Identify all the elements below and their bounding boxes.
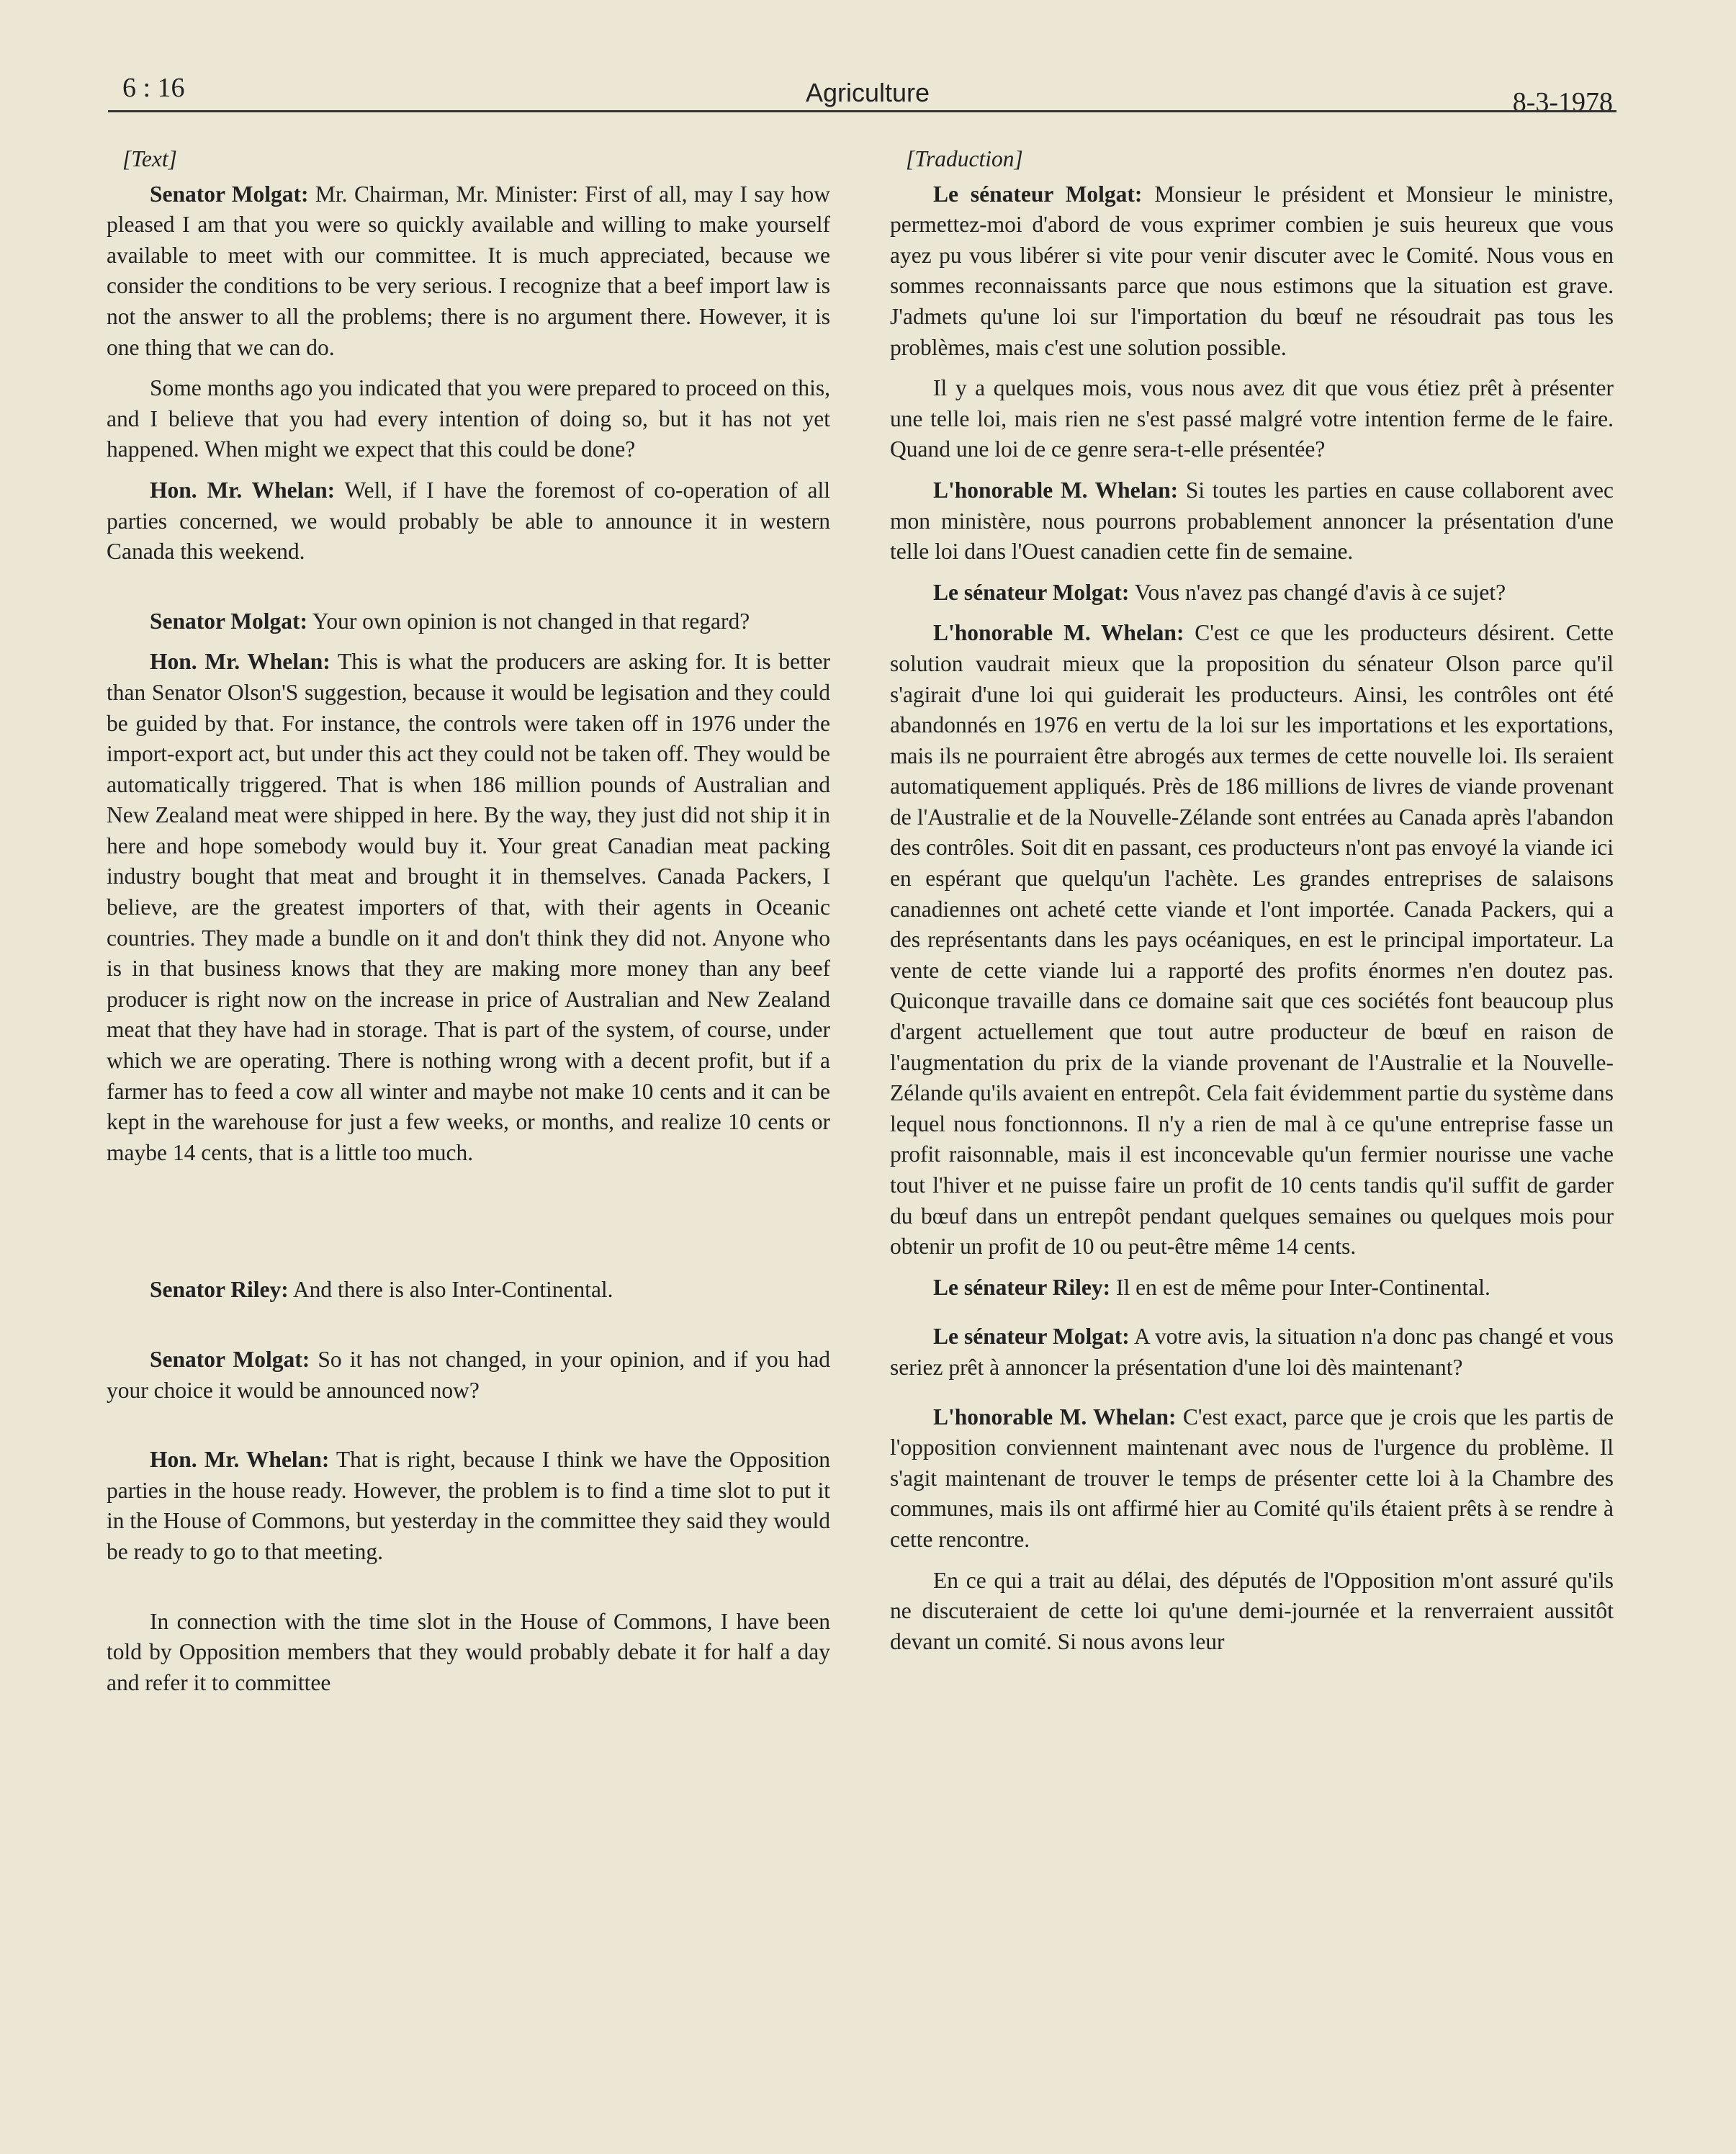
paragraph [107,1345,830,1406]
paragraph [890,578,1614,609]
paragraph [890,179,1614,364]
english-column [107,144,830,1708]
page-number: 6 : 16 [122,73,185,103]
paragraph [890,618,1614,1262]
header-rule [108,110,1616,112]
paragraph-text: Vous n'avez pas changé d'avis à ce sujet? [1129,579,1506,605]
speaker-name: L'honorable M. Whelan: [933,477,1179,503]
paragraph-text: So it has not changed, in your opinion, and if you had your choice it would be announced now? [107,1347,831,1403]
paragraph-text: En ce qui a trait au délai, des députés de l'Opposition m'ont assuré qu'ils ne discuteraient de cette loi qu'une demi-journée et la renverraient aussitôt devant un comité. Si nous avons leur [890,1567,1614,1654]
paragraph [890,1402,1614,1556]
paragraph [890,1321,1614,1383]
page-date: 8-3-1978 [1512,87,1613,117]
speaker-name: Le sénateur Riley: [933,1274,1111,1300]
paragraph-text: This is what the producers are asking for. It is better than Senator Olson'S suggestion, because it would be legisation and they could be guided by that. For instance, the controls were taken off in 1976 under the import-export act, but under this act they could not be taken off. They would be automatically triggered. That is when 186 million pounds of Australian and New Zealand meat were shipped in here. By the way, they just did not ship it in here and hope somebody would buy it. Your great Canadian meat packing industry bought that meat and brought it in themselves. Canada Packers, I believe, are the greatest importers of that, with their agents in Oceanic countries. They made a bundle on it and don't think they did not. Anyone who is in that business knows that they are making more money than any beef producer is right now on the increase in price of Australian and New Zealand meat that they have had in storage. That is part of the system, of course, under which we are operating. There is nothing wrong with a decent profit, but if a farmer has to feed a cow all winter and maybe not make 10 cents and it can be kept in the warehouse for just a few weeks, or months, and realize 10 cents or maybe 14 cents, that is a little too much. [107,649,830,1165]
page-title: Agriculture [805,78,930,107]
speaker-name: Le sénateur Molgat: [933,181,1143,207]
paragraph [107,475,830,567]
paragraph [107,647,830,1168]
paragraph-text: Your own opinion is not changed in that regard? [307,608,750,634]
paragraph [890,373,1614,465]
paragraph-text: C'est exact, parce que je crois que les partis de l'opposition conviennent maintenant avec nous de l'urgence du problème. Il s'agit maintenant de trouver le temps de présenter cette loi à la Chambre des communes, mais ils ont affirmé hier au Comité qu'ils étaient prêts à se rendre à cette rencontre. [890,1404,1614,1552]
paragraph-text: And there is also Inter-Continental. [288,1277,613,1303]
paragraph [107,1445,830,1567]
paragraph-text: Some months ago you indicated that you were prepared to proceed on this, and I believe that you had every intention of doing so, but it has not yet happened. When might we expect that this could be done? [107,375,830,462]
paragraph-text: Il en est de même pour Inter-Continental. [1110,1274,1490,1300]
speaker-name: Hon. Mr. Whelan: [150,1447,330,1473]
speaker-name: L'honorable M. Whelan: [933,1404,1177,1430]
paragraph-text: C'est ce que les producteurs désirent. Cette solution vaudrait mieux que la proposition du sénateur Olson parce qu'il s'agirait d'une loi qui guiderait les producteurs. Ainsi, les contrôles ont été abandonnés en 1976 en vertu de la loi sur les importations et les exportations, mais ils ne pourraient être abrogés aux termes de cette nouvelle loi. Ils seraient automatiquement appliqués. Près de 186 millions de livres de viande provenant de l'Australie et de la Nouvelle-Zélande sont entrées au Canada après l'abandon des contrôles. Soit dit en passant, ces producteurs n'ont pas envoyé la viande ici en espérant que quelqu'un l'achète. Les grandes entreprises de salaisons canadiennes ont acheté cette viande et l'ont importée. Canada Packers, qui a des représentants dans les pays océaniques, en est le principal importateur. La vente de cette viande lui a rapporté des profits énormes n'en doutez pas. Quiconque travaille dans ce domaine sait que ces sociétés font beaucoup plus d'argent actuellement que tout autre producteur de bœuf en raison de l'augmentation du prix de la viande provenant de l'Australie et la Nouvelle-Zélande qu'ils avaient en entrepôt. Cela fait évidemment partie du système dans lequel nous fonctionnons. Il n'y a rien de mal à ce qu'une entreprise fasse un profit raisonnable, mais il est inconcevable qu'un fermier nourisse une vache tout l'hiver et ne puisse faire un profit de 10 cents tandis qu'il suffit de garder du bœuf dans un entrepôt pendant quelques semaines ou quelques mois pour obtenir un profit de 10 ou peut-être même 14 cents. [890,620,1614,1260]
paragraph-text: Well, if I have the foremost of co-operation of all parties concerned, we would probably be able to announce it in western Canada this weekend. [107,477,830,565]
paragraph-text: Mr. Chairman, Mr. Minister: First of all, may I say how pleased I am that you were so quickly available and willing to make yourself available to meet with our committee. It is much appreciated, because we consider the conditions to be very serious. I recognize that a beef import law is not the answer to all the problems; there is no argument there. However, it is one thing that we can do. [107,181,831,360]
paragraph-text: Si toutes les parties en cause collaborent avec mon ministère, nous pourrons probablement annoncer la présentation d'une telle loi dans l'Ouest canadien cette fin de semaine. [890,477,1614,565]
french-column [890,144,1614,1667]
speaker-name: Hon. Mr. Whelan: [150,649,330,675]
paragraph-text: That is right, because I think we have the Opposition parties in the house ready. However, the problem is to find a time slot to put it in the House of Commons, but yesterday in the committee they said they would be ready to go to that meeting. [107,1447,830,1564]
paragraph [107,606,830,637]
speaker-name: L'honorable M. Whelan: [933,620,1184,646]
paragraph [107,179,830,364]
speaker-name: Le sénateur Molgat: [933,1324,1130,1350]
speaker-name: Hon. Mr. Whelan: [150,477,336,503]
paragraph [890,1566,1614,1658]
text-tag: [Traduction] [906,146,1023,171]
speaker-name: Senator Riley: [150,1277,289,1303]
paragraph-text: Il y a quelques mois, vous nous avez dit que vous étiez prêt à présenter une telle loi, mais rien ne s'est passé malgré votre intention ferme de le faire. Quand une loi de ce genre sera-t-elle présentée? [890,375,1614,462]
paragraph-text: In connection with the time slot in the House of Commons, I have been told by Opposition members that they would probably debate it for half a day and refer it to committee [107,1608,830,1695]
speaker-name: Senator Molgat: [150,608,308,634]
paragraph-text: A votre avis, la situation n'a donc pas changé et vous seriez prêt à annoncer la présentation d'une loi dès maintenant? [890,1324,1614,1380]
paragraph [107,1275,830,1306]
paragraph-text: Monsieur le président et Monsieur le ministre, permettez-moi d'abord de vous exprimer combien je suis heureux que vous ayez pu vous libérer si vite pour venir discuter avec le Comité. Nous vous en sommes reconnaissants parce que nous estimons que la situation est grave. J'admets qu'une loi sur l'importation du bœuf ne résoudrait pas tous les problèmes, mais c'est une solution possible. [890,181,1614,360]
paragraph [890,1273,1614,1303]
paragraph [107,1607,830,1699]
paragraph [890,475,1614,567]
speaker-name: Senator Molgat: [150,1347,310,1372]
paragraph [107,373,830,465]
text-tag: [Text] [122,146,177,171]
speaker-name: Le sénateur Molgat: [933,579,1130,605]
speaker-name: Senator Molgat: [150,181,309,207]
page-header [122,72,1613,115]
